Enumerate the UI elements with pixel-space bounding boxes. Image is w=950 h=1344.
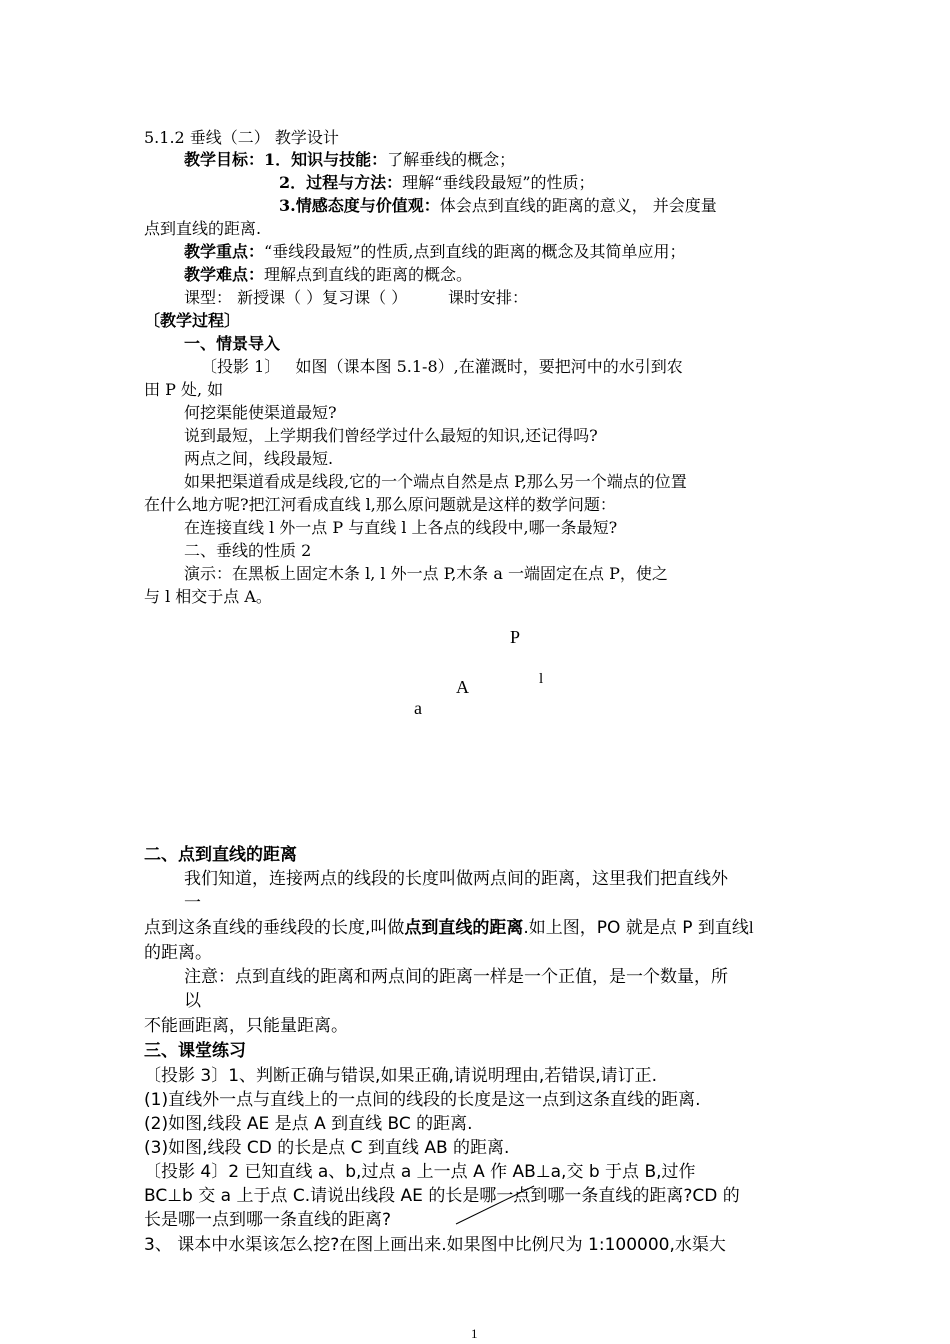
process-paragraph-7-cont: 与 l 相交于点 A。 bbox=[144, 587, 272, 606]
practice-heading: 三、课堂练习 bbox=[144, 1041, 246, 1061]
practice-question-2: 〔投影 4〕2 已知直线 a、b,过点 a 上一点 A 作 AB⊥a,交 b 于点 B,过作 bbox=[144, 1162, 696, 1182]
diagonal-stroke-line bbox=[456, 1186, 534, 1224]
objectives-label: 教学目标： bbox=[184, 150, 265, 169]
practice-question-1-part-2: (2)如图,线段 AE 是点 A 到直线 BC 的距离. bbox=[144, 1114, 473, 1134]
practice-question-1: 〔投影 3〕1、判断正确与错误,如果正确,请说明理由,若错误,请订正. bbox=[144, 1066, 658, 1086]
distance-note: 注意：点到直线的距离和两点间的距离一样是一个正值，是一个数量，所 bbox=[184, 967, 728, 987]
objectives-line-2 bbox=[279, 173, 595, 192]
process-paragraph-4: 两点之间，线段最短. bbox=[184, 449, 334, 468]
figure-label-p: P bbox=[510, 627, 521, 647]
objectives-line-1 bbox=[184, 150, 515, 169]
practice-question-3: 3、 课本中水渠该怎么挖?在图上画出来.如果图中比例尺为 1:100000,水渠大 bbox=[144, 1235, 726, 1255]
distance-note-cont: 不能画距离，只能量距离。 bbox=[144, 1016, 348, 1036]
difficulty-text: 理解点到直线的距离的概念。 bbox=[264, 265, 473, 284]
distance-heading: 二、点到直线的距离 bbox=[144, 845, 297, 865]
objective-2-text: 理解“垂线段最短”的性质； bbox=[402, 173, 595, 192]
objective-3-label: 3.情感态度与价值观： bbox=[279, 196, 440, 215]
objective-2-label: 2．过程与方法： bbox=[279, 173, 403, 192]
objective-3-text: 体会点到直线的距离的意义， 并会度量 bbox=[439, 196, 717, 215]
figure-label-a-point: A bbox=[456, 677, 469, 697]
process-paragraph-1: 〔投影 1〕 如图（课本图 5.1-8）,在灌溉时，要把河中的水引到农 bbox=[201, 357, 683, 376]
practice-question-1-part-1: (1)直线外一点与直线上的一点间的线段的长度是这一点到这条直线的距离. bbox=[144, 1090, 701, 1110]
key-point-line bbox=[184, 242, 685, 261]
practice-question-2-cont: BC⊥b 交 a 上于点 C.请说出线段 AE 的长是哪一点到哪一条直线的距离?CD 的 bbox=[144, 1186, 740, 1206]
difficulty-label: 教学难点： bbox=[184, 265, 265, 284]
process-paragraph-7: 演示：在黑板上固定木条 l, l 外一点 P,木条 a 一端固定在点 P，使之 bbox=[184, 564, 668, 583]
distance-paragraph-2-a: 点到这条直线的垂线段的长度,叫做 bbox=[144, 918, 405, 938]
distance-paragraph-2-b: .如上图，PO 就是点 P 到直线 bbox=[523, 918, 749, 938]
objective-3-continued: 点到直线的距离. bbox=[144, 219, 262, 238]
key-point-text: “垂线段最短”的性质,点到直线的距离的概念及其简单应用； bbox=[264, 242, 686, 261]
process-heading: 〔教学过程〕 bbox=[144, 311, 241, 330]
objective-1-label: 1．知识与技能： bbox=[264, 150, 388, 169]
objectives-line-3 bbox=[279, 196, 717, 215]
distance-paragraph-1-wrap: 一 bbox=[184, 893, 201, 913]
lesson-type-line: 课型： 新授课（ ）复习课（ ） 课时安排： bbox=[184, 288, 528, 307]
process-paragraph-2: 何挖渠能使渠道最短? bbox=[184, 403, 337, 422]
distance-paragraph-1: 我们知道，连接两点的线段的长度叫做两点间的距离，这里我们把直线外 bbox=[184, 869, 728, 889]
page-number: 1 bbox=[471, 1326, 478, 1341]
practice-question-1-part-3: (3)如图,线段 CD 的长是点 C 到直线 AB 的距离. bbox=[144, 1138, 510, 1158]
practice-question-2-cont-2: 长是哪一点到哪一条直线的距离? bbox=[144, 1210, 392, 1230]
process-paragraph-3: 说到最短，上学期我们曾经学过什么最短的知识,还记得吗? bbox=[184, 426, 598, 445]
key-point-label: 教学重点： bbox=[184, 242, 265, 261]
difficulty-line bbox=[184, 265, 472, 284]
section-property-heading: 二、垂线的性质 2 bbox=[184, 541, 312, 560]
process-paragraph-1-cont: 田 P 处, 如 bbox=[144, 380, 224, 399]
document-title: 5.1.2 垂线（二） 教学设计 bbox=[144, 128, 339, 147]
process-paragraph-6: 在连接直线 l 外一点 P 与直线 l 上各点的线段中,哪一条最短? bbox=[184, 518, 618, 537]
figure-label-a-line: a bbox=[414, 698, 422, 718]
distance-term: 点到直线的距离 bbox=[404, 918, 524, 938]
section-intro-heading: 一、情景导入 bbox=[184, 334, 281, 353]
distance-note-wrap: 以 bbox=[184, 991, 201, 1011]
distance-paragraph-2-cont: 的距离。 bbox=[144, 943, 212, 963]
distance-paragraph-2-l: l bbox=[748, 918, 754, 937]
objective-1-text: 了解垂线的概念； bbox=[387, 150, 516, 169]
diagonal-stroke bbox=[440, 1178, 550, 1230]
process-paragraph-5: 如果把渠道看成是线段,它的一个端点自然是点 P,那么另一个端点的位置 bbox=[184, 472, 687, 491]
process-paragraph-5-cont: 在什么地方呢?把江河看成直线 l,那么原问题就是这样的数学问题： bbox=[144, 495, 616, 514]
distance-paragraph-2 bbox=[144, 918, 754, 938]
figure-label-l: l bbox=[539, 671, 544, 687]
